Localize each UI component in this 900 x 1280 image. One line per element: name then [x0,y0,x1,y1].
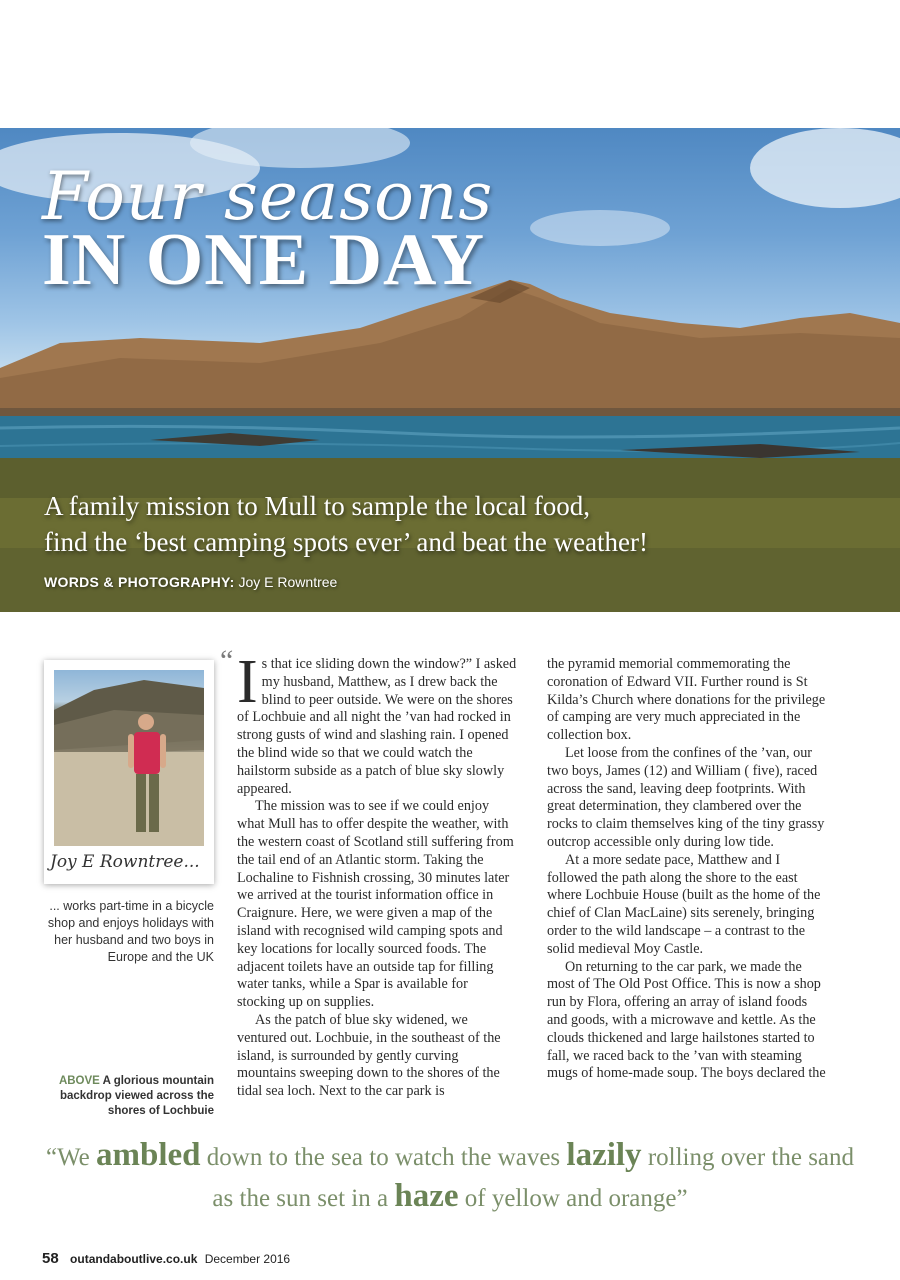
article-paragraph [237,648,519,798]
issue-date: December 2016 [204,1252,291,1266]
article-column-2 [547,656,829,1083]
byline [44,574,337,590]
caption-lead: ABOVE [58,1075,100,1087]
author-photo [54,670,204,846]
article-paragraph: On returning to the car park, we made the most of The Old Post Office. This is now a shop run by Flora, offering an array of island foods and goods, with a microwave and kettle. As the clouds thickened and large hailstones started to fall, we raced back to the ’van with steaming mugs of home-made soup. The boys declared the [547,958,826,1082]
byline-label: WORDS & PHOTOGRAPHY: [44,574,235,590]
author-card [44,660,214,884]
standfirst-line-1: A family mission to Mull to sample the local food, [44,491,590,521]
author-signature: Joy E Rowntree... [50,852,200,872]
article-column-1 [237,648,519,1101]
article-paragraph: As the patch of blue sky widened, we ventured out. Lochbuie, in the southeast of the island, is surrounded by gently curving mountains sweeping down to the shores of the tidal sea loch. Next to the car park is [237,1011,501,1100]
author-bio: ... works part-time in a bicycle shop and enjoys holidays with her husband and two boys in Europe and the UK [47,899,214,964]
paragraph-text: s that ice sliding down the window?” I asked my husband, Matthew, as I drew back the blind to peer outside. We were on the shores of Lochbuie and all night the ’van had rocked in strong gusts of wind and slashing rain. I opened the blind wide so that we could watch the hailstorm subside as a patch of blue sky slowly appeared. [237,656,517,797]
pull-quote-text: down to the sea to watch the waves [200,1144,567,1171]
byline-name: Joy E Rowntree [238,574,338,590]
pull-quote-emphasis: ambled [96,1137,201,1173]
standfirst [44,488,764,560]
article-paragraph: At a more sedate pace, Matthew and I followed the path along the shore to the east where Lochbuie House (built as the home of the chief of Clan MacLaine) sits serenely, bringing order to the wild landscape – a contrast to the solid medieval Moy Castle. [547,851,821,957]
pull-quote-text: rolling over the sand as the sun set in a [212,1144,855,1212]
hero-photo [0,128,900,612]
standfirst-line-2: find the ‘best camping spots ever’ and beat the weather! [44,527,649,557]
pull-quote-text: of yellow and orange” [458,1185,688,1212]
pull-quote [40,1136,860,1218]
article-paragraph: the pyramid memorial commemorating the coronation of Edward VII. Further round is St Kilda’s Church where donations for the privilege of camping are very much appreciated in the collection box. [547,656,826,744]
page-footer [42,1250,290,1267]
pull-quote-emphasis: haze [394,1178,459,1214]
article-paragraph: Let loose from the confines of the ’van, our two boys, James (12) and William ( five), raced across the sand, leaving deep footprints. With great determination, they clambered over the rocks to claim themselves king of the tiny grassy outcrop accessible only during low tide. [547,744,825,850]
pull-quote-text: “We [45,1144,97,1171]
author-figure-illustration [54,670,204,846]
opening-quote-mark: “ [220,644,234,677]
title-script: Four seasons [42,158,494,235]
photo-caption [40,1074,214,1119]
article-paragraph: The mission was to see if we could enjoy what Mull has to offer despite the weather, with the western coast of Scotland still suffering from the tail end of an Atlantic storm. Taking the Lochaline to Fishnish crossing, 30 minutes later we arrived at the tourist information office in Craignure. Here, we were given a map of the island with recognised wild camping spots and key locations for locally sourced foods. The adjacent toilets have an outside tap for filling water tanks, while a Spar is available for stocking up on supplies. [237,798,514,1011]
drop-cap: I [237,648,258,716]
website-link[interactable]: outandaboutlive.co.uk [70,1252,198,1266]
page-number: 58 [42,1250,59,1267]
caption-text: A glorious mountain backdrop viewed across the shores of Lochbuie [59,1075,214,1117]
pull-quote-emphasis: lazily [566,1137,642,1173]
page-title: IN ONE DAY [42,219,486,301]
